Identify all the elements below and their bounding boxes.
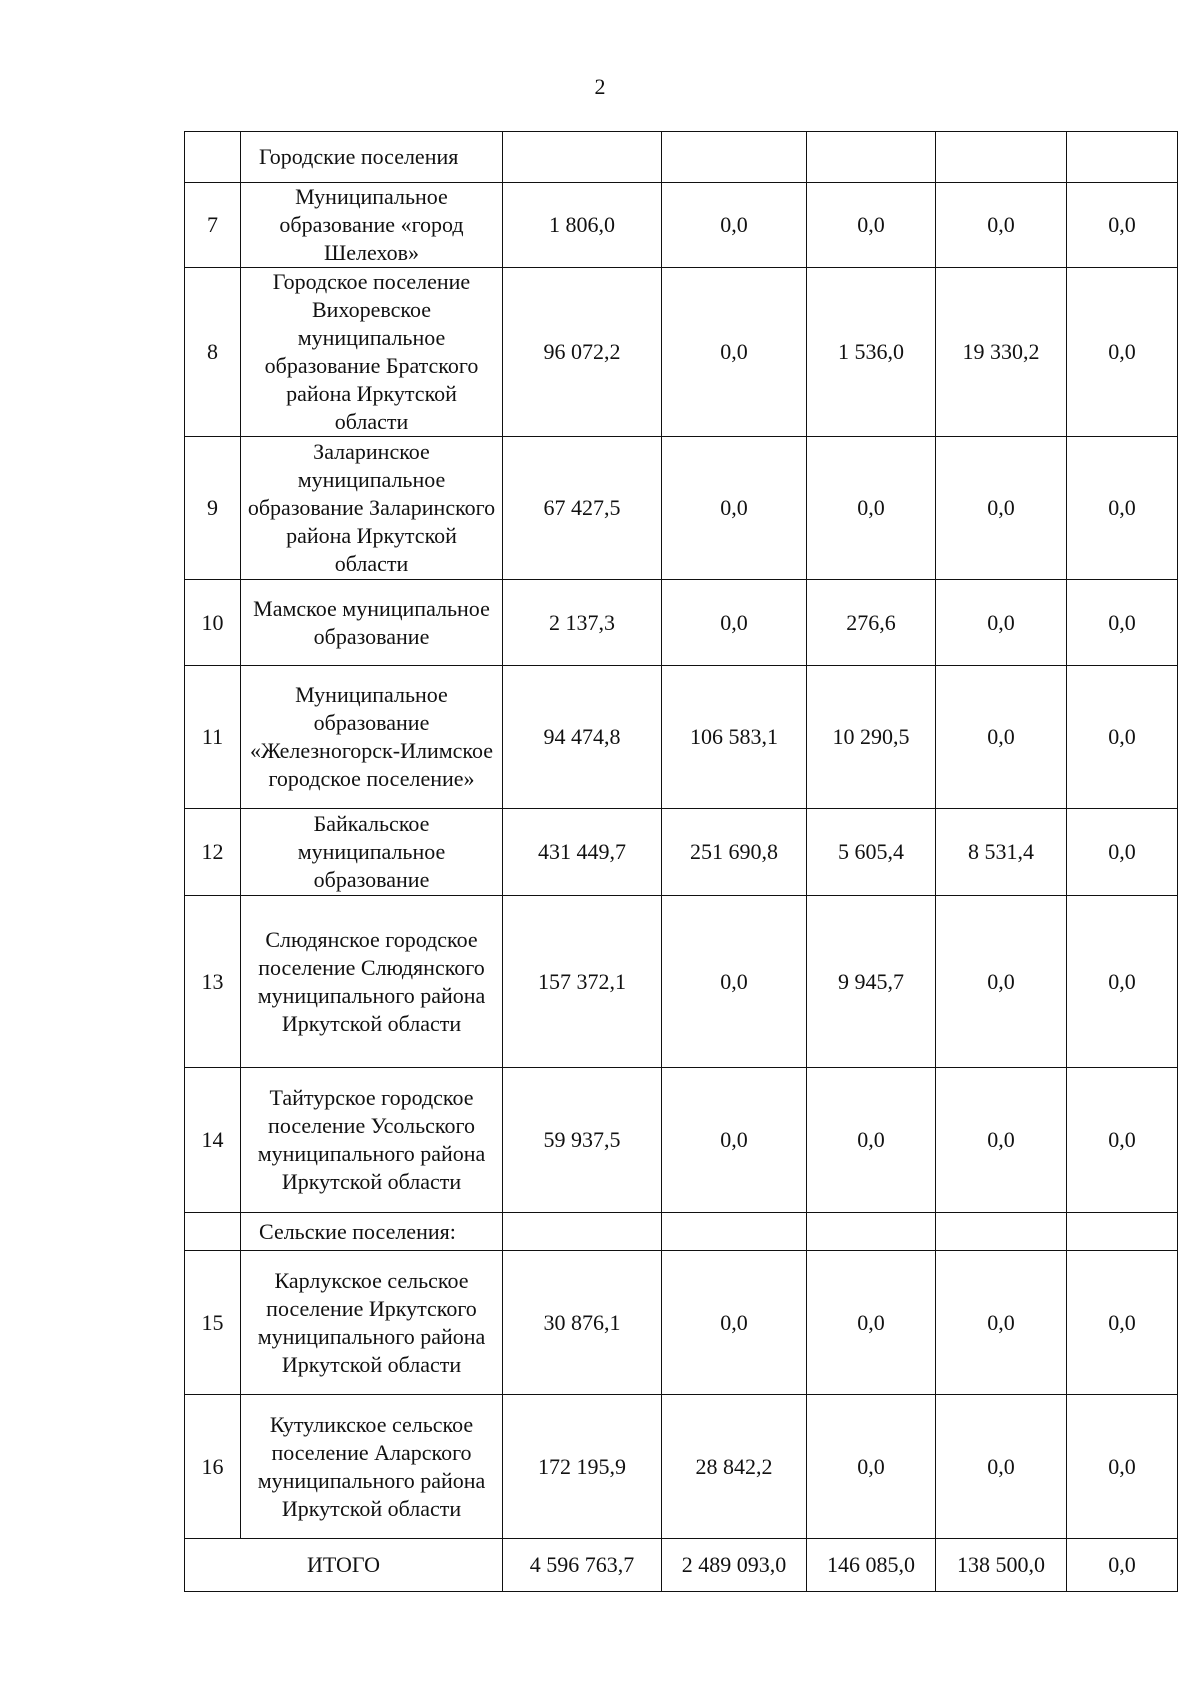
row-number-cell: 8 bbox=[185, 268, 241, 437]
table-row bbox=[185, 580, 1178, 666]
table-row bbox=[185, 666, 1178, 809]
value-cell: 0,0 bbox=[936, 437, 1067, 580]
row-number-cell: 16 bbox=[185, 1395, 241, 1539]
entity-name-cell: Мамское муниципальное образование bbox=[241, 580, 503, 666]
entity-name-cell: Муниципальное образование «город Шелехов» bbox=[241, 183, 503, 268]
value-cell: 0,0 bbox=[936, 1068, 1067, 1213]
section-heading-row bbox=[185, 1213, 1178, 1251]
row-number-cell bbox=[185, 132, 241, 183]
value-cell: 10 290,5 bbox=[807, 666, 936, 809]
value-cell: 276,6 bbox=[807, 580, 936, 666]
value-cell: 0,0 bbox=[936, 1395, 1067, 1539]
value-cell: 251 690,8 bbox=[662, 809, 807, 896]
entity-name-cell: Заларинское муниципальное образование Заларинского района Иркутской области bbox=[241, 437, 503, 580]
value-cell: 0,0 bbox=[1067, 1251, 1178, 1395]
value-cell: 94 474,8 bbox=[503, 666, 662, 809]
entity-name-cell: Байкальское муниципальное образование bbox=[241, 809, 503, 896]
value-cell: 0,0 bbox=[1067, 809, 1178, 896]
value-cell: 0,0 bbox=[807, 1395, 936, 1539]
value-cell: 157 372,1 bbox=[503, 896, 662, 1068]
row-number-cell: 11 bbox=[185, 666, 241, 809]
value-cell: 0,0 bbox=[936, 896, 1067, 1068]
value-cell: 0,0 bbox=[936, 1251, 1067, 1395]
page-number: 2 bbox=[594, 74, 606, 99]
total-value-cell: 146 085,0 bbox=[807, 1539, 936, 1592]
row-number-cell: 13 bbox=[185, 896, 241, 1068]
table-row bbox=[185, 437, 1178, 580]
table-row bbox=[185, 809, 1178, 896]
total-value-cell: 4 596 763,7 bbox=[503, 1539, 662, 1592]
value-cell: 0,0 bbox=[936, 183, 1067, 268]
value-cell: 0,0 bbox=[936, 666, 1067, 809]
entity-name-cell: Тайтурское городское поселение Усольского муниципального района Иркутской области bbox=[241, 1068, 503, 1213]
value-cell: 0,0 bbox=[662, 183, 807, 268]
entity-name-cell: Кутуликское сельское поселение Аларского муниципального района Иркутской области bbox=[241, 1395, 503, 1539]
row-number-cell bbox=[185, 1213, 241, 1251]
value-cell: 67 427,5 bbox=[503, 437, 662, 580]
value-cell: 30 876,1 bbox=[503, 1251, 662, 1395]
total-label: ИТОГО bbox=[185, 1539, 503, 1592]
value-cell: 28 842,2 bbox=[662, 1395, 807, 1539]
value-cell: 1 536,0 bbox=[807, 268, 936, 437]
value-cell: 0,0 bbox=[1067, 896, 1178, 1068]
value-cell: 0,0 bbox=[662, 896, 807, 1068]
entity-name-cell: Муниципальное образование «Железногорск-Илимское городское поселение» bbox=[241, 666, 503, 809]
section-heading: Городские поселения bbox=[241, 132, 503, 183]
budget-table bbox=[184, 131, 1178, 1592]
value-cell: 0,0 bbox=[807, 1068, 936, 1213]
value-cell: 0,0 bbox=[807, 437, 936, 580]
value-cell: 2 137,3 bbox=[503, 580, 662, 666]
value-cell: 0,0 bbox=[1067, 1395, 1178, 1539]
table-row bbox=[185, 268, 1178, 437]
value-cell: 172 195,9 bbox=[503, 1395, 662, 1539]
value-cell: 96 072,2 bbox=[503, 268, 662, 437]
value-cell: 106 583,1 bbox=[662, 666, 807, 809]
value-cell: 0,0 bbox=[1067, 580, 1178, 666]
value-cell: 0,0 bbox=[662, 580, 807, 666]
table-row bbox=[185, 1251, 1178, 1395]
table-row bbox=[185, 896, 1178, 1068]
section-heading-row bbox=[185, 132, 1178, 183]
value-cell: 0,0 bbox=[662, 1251, 807, 1395]
row-number-cell: 7 bbox=[185, 183, 241, 268]
section-heading: Сельские поселения: bbox=[241, 1213, 503, 1251]
total-value-cell: 2 489 093,0 bbox=[662, 1539, 807, 1592]
table-row bbox=[185, 1395, 1178, 1539]
value-cell: 0,0 bbox=[807, 1251, 936, 1395]
value-cell: 9 945,7 bbox=[807, 896, 936, 1068]
value-cell: 0,0 bbox=[662, 437, 807, 580]
value-cell: 0,0 bbox=[662, 1068, 807, 1213]
value-cell: 8 531,4 bbox=[936, 809, 1067, 896]
value-cell: 5 605,4 bbox=[807, 809, 936, 896]
value-cell: 59 937,5 bbox=[503, 1068, 662, 1213]
value-cell: 1 806,0 bbox=[503, 183, 662, 268]
value-cell: 0,0 bbox=[662, 268, 807, 437]
row-number-cell: 10 bbox=[185, 580, 241, 666]
row-number-cell: 15 bbox=[185, 1251, 241, 1395]
value-cell: 0,0 bbox=[807, 183, 936, 268]
entity-name-cell: Карлукское сельское поселение Иркутского муниципального района Иркутской области bbox=[241, 1251, 503, 1395]
row-number-cell: 14 bbox=[185, 1068, 241, 1213]
value-cell: 0,0 bbox=[1067, 1068, 1178, 1213]
value-cell: 0,0 bbox=[1067, 183, 1178, 268]
value-cell: 0,0 bbox=[936, 580, 1067, 666]
total-value-cell: 0,0 bbox=[1067, 1539, 1178, 1592]
value-cell: 0,0 bbox=[1067, 437, 1178, 580]
row-number-cell: 9 bbox=[185, 437, 241, 580]
table-row bbox=[185, 183, 1178, 268]
total-row bbox=[185, 1539, 1178, 1592]
entity-name-cell: Городское поселение Вихоревское муниципальное образование Братского района Иркутской области bbox=[241, 268, 503, 437]
entity-name-cell: Слюдянское городское поселение Слюдянского муниципального района Иркутской области bbox=[241, 896, 503, 1068]
value-cell: 0,0 bbox=[1067, 666, 1178, 809]
row-number-cell: 12 bbox=[185, 809, 241, 896]
table-body bbox=[185, 132, 1178, 1592]
value-cell: 431 449,7 bbox=[503, 809, 662, 896]
value-cell: 0,0 bbox=[1067, 268, 1178, 437]
table-row bbox=[185, 1068, 1178, 1213]
total-value-cell: 138 500,0 bbox=[936, 1539, 1067, 1592]
value-cell: 19 330,2 bbox=[936, 268, 1067, 437]
